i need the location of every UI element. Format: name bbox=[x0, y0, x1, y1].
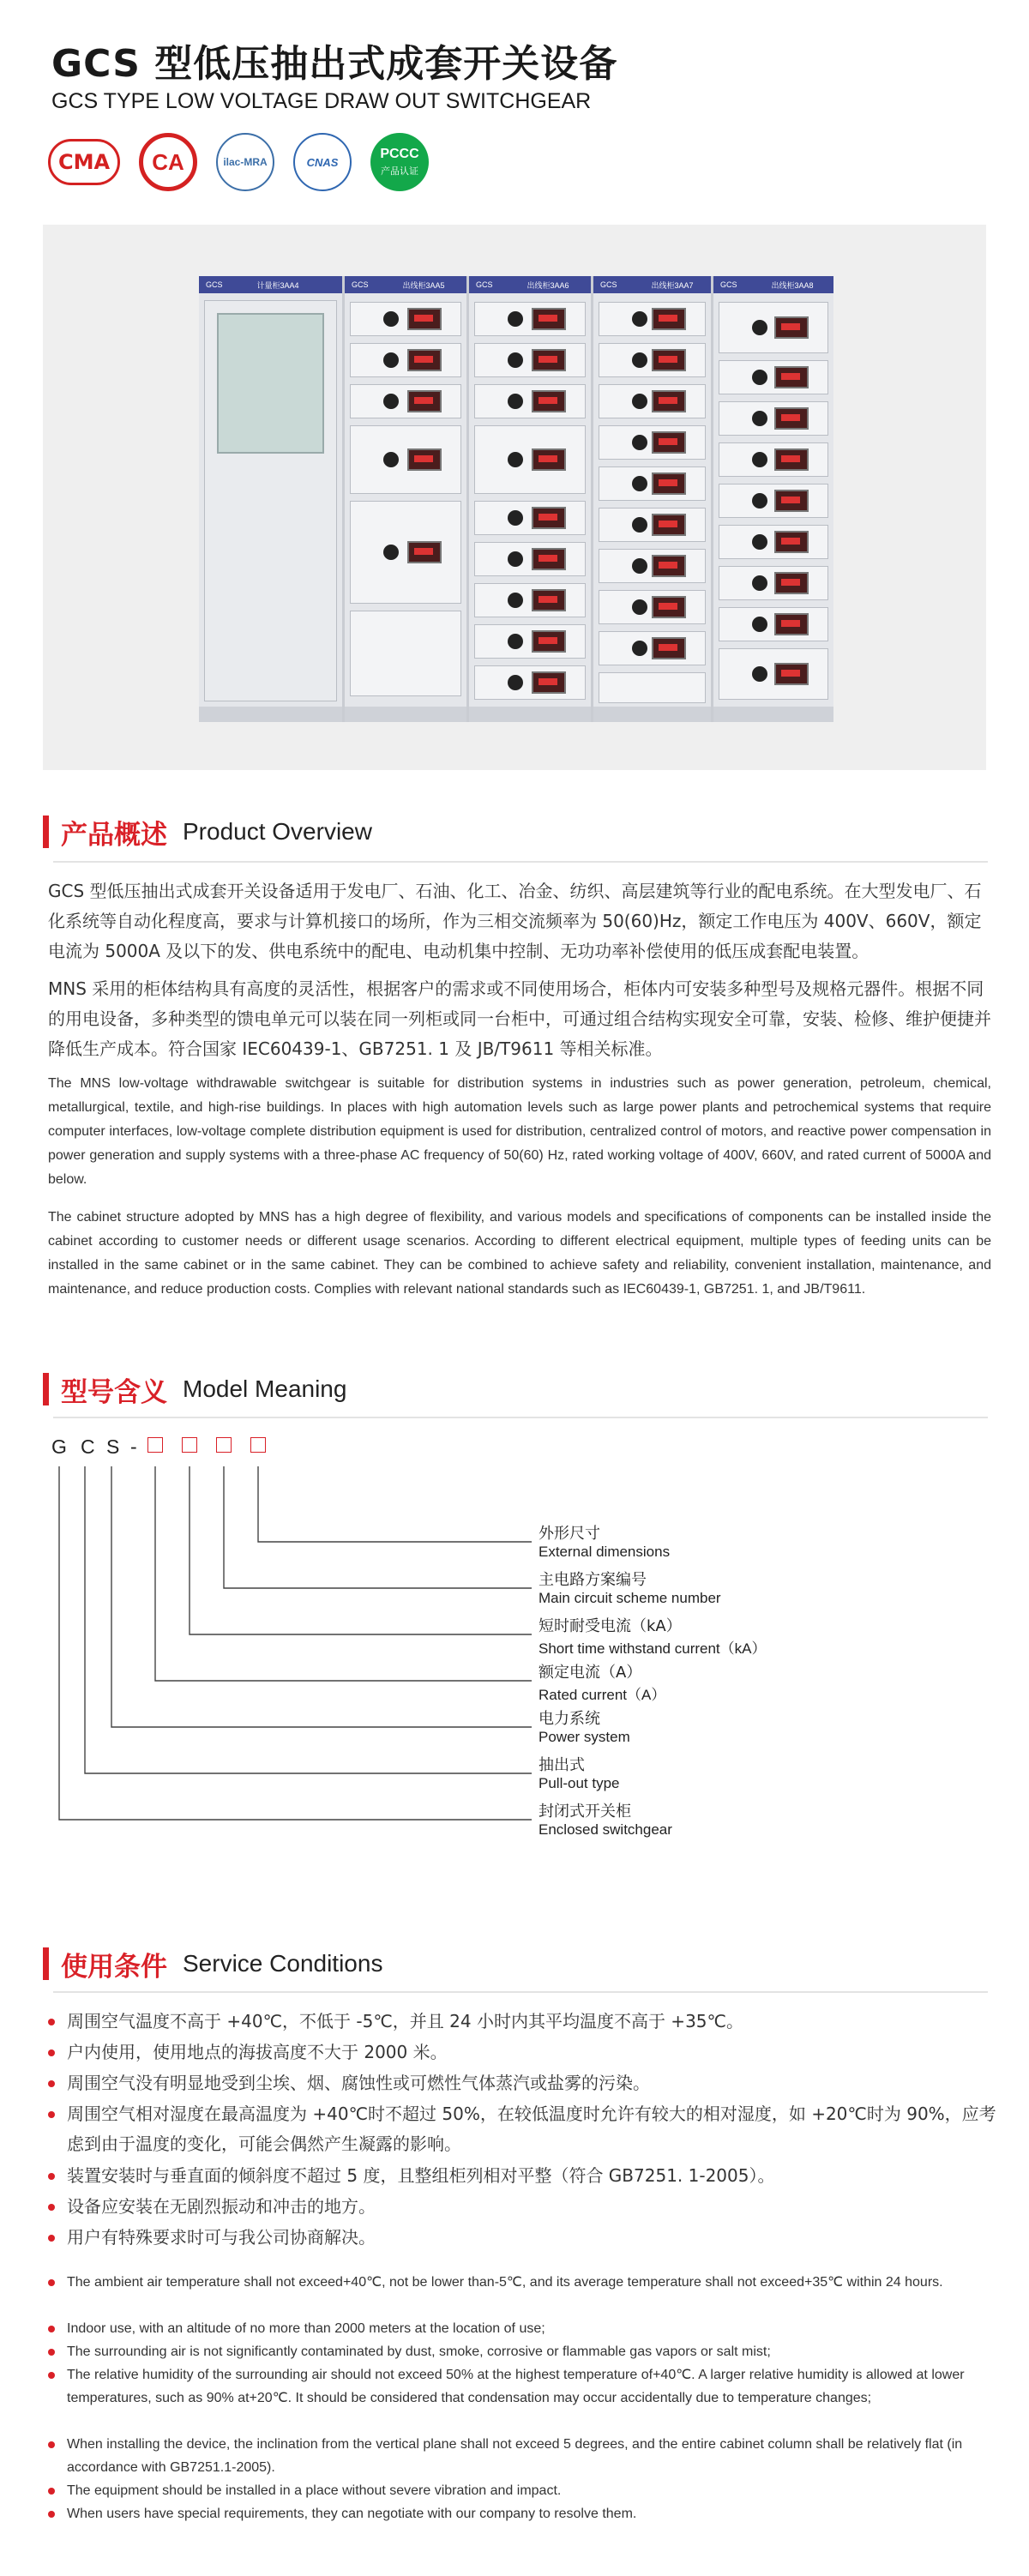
overview-paragraph-cn-2: MNS 采用的柜体结构具有高度的灵活性，根据客户的需求或不同使用场合，柜体内可安装多种型号及规格元器件。根据不同的用电设备，多种类型的馈电单元可以装在同一列柜或同一台柜中，可通过组合结构实现安全可靠，安装、检修、维护便捷并降低生产成本。符合国家 IEC60439-1、GB7251. 1 及 JB/T9611 等相关标准。 bbox=[48, 978, 991, 1059]
accent-bar bbox=[43, 1373, 49, 1405]
model-label-en: External dimensions bbox=[539, 1544, 671, 1560]
page-title: GCS 型低压抽出式成套开关设备 bbox=[51, 42, 618, 86]
model-label-cn: 外形尺寸 bbox=[539, 1525, 600, 1543]
model-label-en: Power system bbox=[539, 1729, 630, 1745]
code-letter-s: S bbox=[106, 1435, 120, 1458]
model-label-en: Enclosed switchgear bbox=[539, 1821, 672, 1838]
ilac-mra-logo: ilac-MRA bbox=[216, 133, 274, 191]
condition-item-en: The equipment should be installed in a place without severe vibration and impact. bbox=[48, 2479, 1000, 2502]
model-label-cn: 电力系统 bbox=[539, 1710, 600, 1728]
divider bbox=[53, 1417, 988, 1418]
condition-item-en: Indoor use, with an altitude of no more than 2000 meters at the location of use; bbox=[48, 2317, 1000, 2340]
code-box-withstand-current bbox=[182, 1437, 197, 1453]
overview-paragraph-en-2: The cabinet structure adopted by MNS has a high degree of flexibility, and various models and specifications of components can be installed inside the cabinet according to customer needs or different usage scenarios. According to different electrical equipment, multiple types of feeding units can be installed in the same cabinet or in the same cabinet. They can be combined to achieve safety and reliability, convenient installation, maintenance, and maintenance, and reduce production costs. Complies with relevant national standards such as IEC60439-1, GB7251. 1, and JB/T9611. bbox=[48, 1210, 991, 1297]
condition-item-cn: 周围空气相对湿度在最高温度为 +40℃时不超过 50%，在较低温度时允许有较大的相对湿度，如 +20℃时为 90%，应考虑到由于温度的变化，可能会偶然产生凝露的影响。 bbox=[48, 2099, 1000, 2159]
condition-item-cn: 装置安装时与垂直面的倾斜度不超过 5 度，且整组柜列相对平整（符合 GB7251. 1-2005）。 bbox=[48, 2161, 1000, 2191]
model-label-en: Short time withstand current（kA） bbox=[539, 1640, 767, 1657]
model-label-en: Rated current（A） bbox=[539, 1687, 666, 1703]
cabinet-outgoing-4: GCS 出线柜3AA8 bbox=[713, 276, 833, 722]
model-label-cn: 封闭式开关柜 bbox=[539, 1803, 631, 1821]
model-label-en: Main circuit scheme number bbox=[539, 1590, 721, 1606]
section-heading-service: 使用条件 Service Conditions bbox=[43, 1945, 382, 1983]
accent-bar bbox=[43, 1947, 49, 1980]
model-label-cn: 额定电流（A） bbox=[539, 1664, 642, 1682]
condition-item-cn: 用户有特殊要求时可与我公司协商解决。 bbox=[48, 2223, 1000, 2253]
code-dash: - bbox=[130, 1435, 137, 1458]
condition-item-cn: 周围空气温度不高于 +40℃，不低于 -5℃，并且 24 小时内其平均温度不高于 +35℃。 bbox=[48, 2007, 1000, 2037]
page-subtitle: GCS TYPE LOW VOLTAGE DRAW OUT SWITCHGEAR bbox=[51, 89, 592, 113]
condition-item-en: When installing the device, the inclination from the vertical plane shall not exceed 5 degrees, and the entire cabinet column shall be relatively flat (in accordance with GB7251.1-2005). bbox=[48, 2433, 1000, 2479]
model-label-en: Pull-out type bbox=[539, 1775, 620, 1791]
model-label-cn: 抽出式 bbox=[539, 1756, 585, 1774]
switchgear-cabinets bbox=[199, 276, 833, 722]
section-heading-overview: 产品概述 Product Overview bbox=[43, 813, 372, 851]
cabinet-outgoing-2: GCS 出线柜3AA6 bbox=[469, 276, 593, 722]
model-label-cn: 主电路方案编号 bbox=[539, 1571, 647, 1589]
cma-logo: CMA bbox=[48, 139, 120, 185]
condition-item-cn: 周围空气没有明显地受到尘埃、烟、腐蚀性或可燃性气体蒸汽或盐雾的污染。 bbox=[48, 2068, 1000, 2098]
condition-item-en: The ambient air temperature shall not exceed+40℃, not be lower than-5℃, and its average temperature shall not exceed+35℃ within 24 hours. bbox=[48, 2271, 1000, 2294]
cabinet-outgoing-1: GCS 出线柜3AA5 bbox=[345, 276, 469, 722]
overview-paragraph-en-1: The MNS low-voltage withdrawable switchgear is suitable for distribution systems in industries such as power generation, petroleum, chemical, metallurgical, textile, and high-rise buildings. In places with high automation levels such as large power plants and petrochemical systems that require computer interfaces, low-voltage complete distribution equipment is used for distribution, centralized control of motors, and reactive power compensation in power generation and supply systems with a three-phase AC frequency of 50(60) Hz, rated working voltage of 400V, 660V, and rated current of 5000A and below. bbox=[48, 1076, 991, 1187]
cabinet-metering: GCS 计量柜3AA4 bbox=[199, 276, 345, 722]
condition-item-en: When users have special requirements, they can negotiate with our company to resolve them. bbox=[48, 2502, 1000, 2525]
code-box-scheme-number bbox=[216, 1437, 232, 1453]
overview-paragraph-cn-1: GCS 型低压抽出式成套开关设备适用于发电厂、石油、化工、冶金、纺织、高层建筑等行业的配电系统。在大型发电厂、石化系统等自动化程度高，要求与计算机接口的场所，作为三相交流频率为 50(60)Hz，额定工作电压为 400V、660V，额定电流为 5000A 及以下的发、供电系统中的配电、电动机集中控制、无功功率补偿使用的低压成套配电装置。 bbox=[48, 881, 982, 961]
section-heading-model: 型号含义 Model Meaning bbox=[43, 1370, 346, 1408]
divider bbox=[53, 1991, 988, 1993]
code-letter-c: C bbox=[81, 1435, 95, 1458]
condition-item-en: The relative humidity of the surrounding air should not exceed 50% at the highest temperature of+40℃. A larger relative humidity is allowed at lower temperatures, such as 90% at+20℃. It should be considered that condensation may occur accidentally due to temperature changes; bbox=[48, 2363, 1000, 2410]
cabinet-outgoing-3: GCS 出线柜3AA7 bbox=[593, 276, 713, 722]
pccc-logo: PCCC 产品认证 bbox=[370, 133, 429, 191]
model-code-leader-lines bbox=[34, 1466, 549, 1827]
divider bbox=[53, 861, 988, 863]
code-box-dimensions bbox=[250, 1437, 266, 1453]
accent-bar bbox=[43, 816, 49, 848]
ca-logo: CA bbox=[139, 133, 197, 191]
model-label-cn: 短时耐受电流（kA） bbox=[539, 1617, 682, 1635]
condition-item-cn: 户内使用，使用地点的海拔高度不大于 2000 米。 bbox=[48, 2037, 1000, 2067]
condition-item-cn: 设备应安装在无剧烈振动和冲击的地方。 bbox=[48, 2192, 1000, 2222]
code-letter-g: G bbox=[51, 1435, 67, 1458]
code-box-rated-current bbox=[147, 1437, 163, 1453]
cnas-logo: CNAS bbox=[293, 133, 352, 191]
certification-logos bbox=[48, 132, 429, 192]
condition-item-en: The surrounding air is not significantly contaminated by dust, smoke, corrosive or flammable gas vapors or salt mist; bbox=[48, 2340, 1000, 2363]
